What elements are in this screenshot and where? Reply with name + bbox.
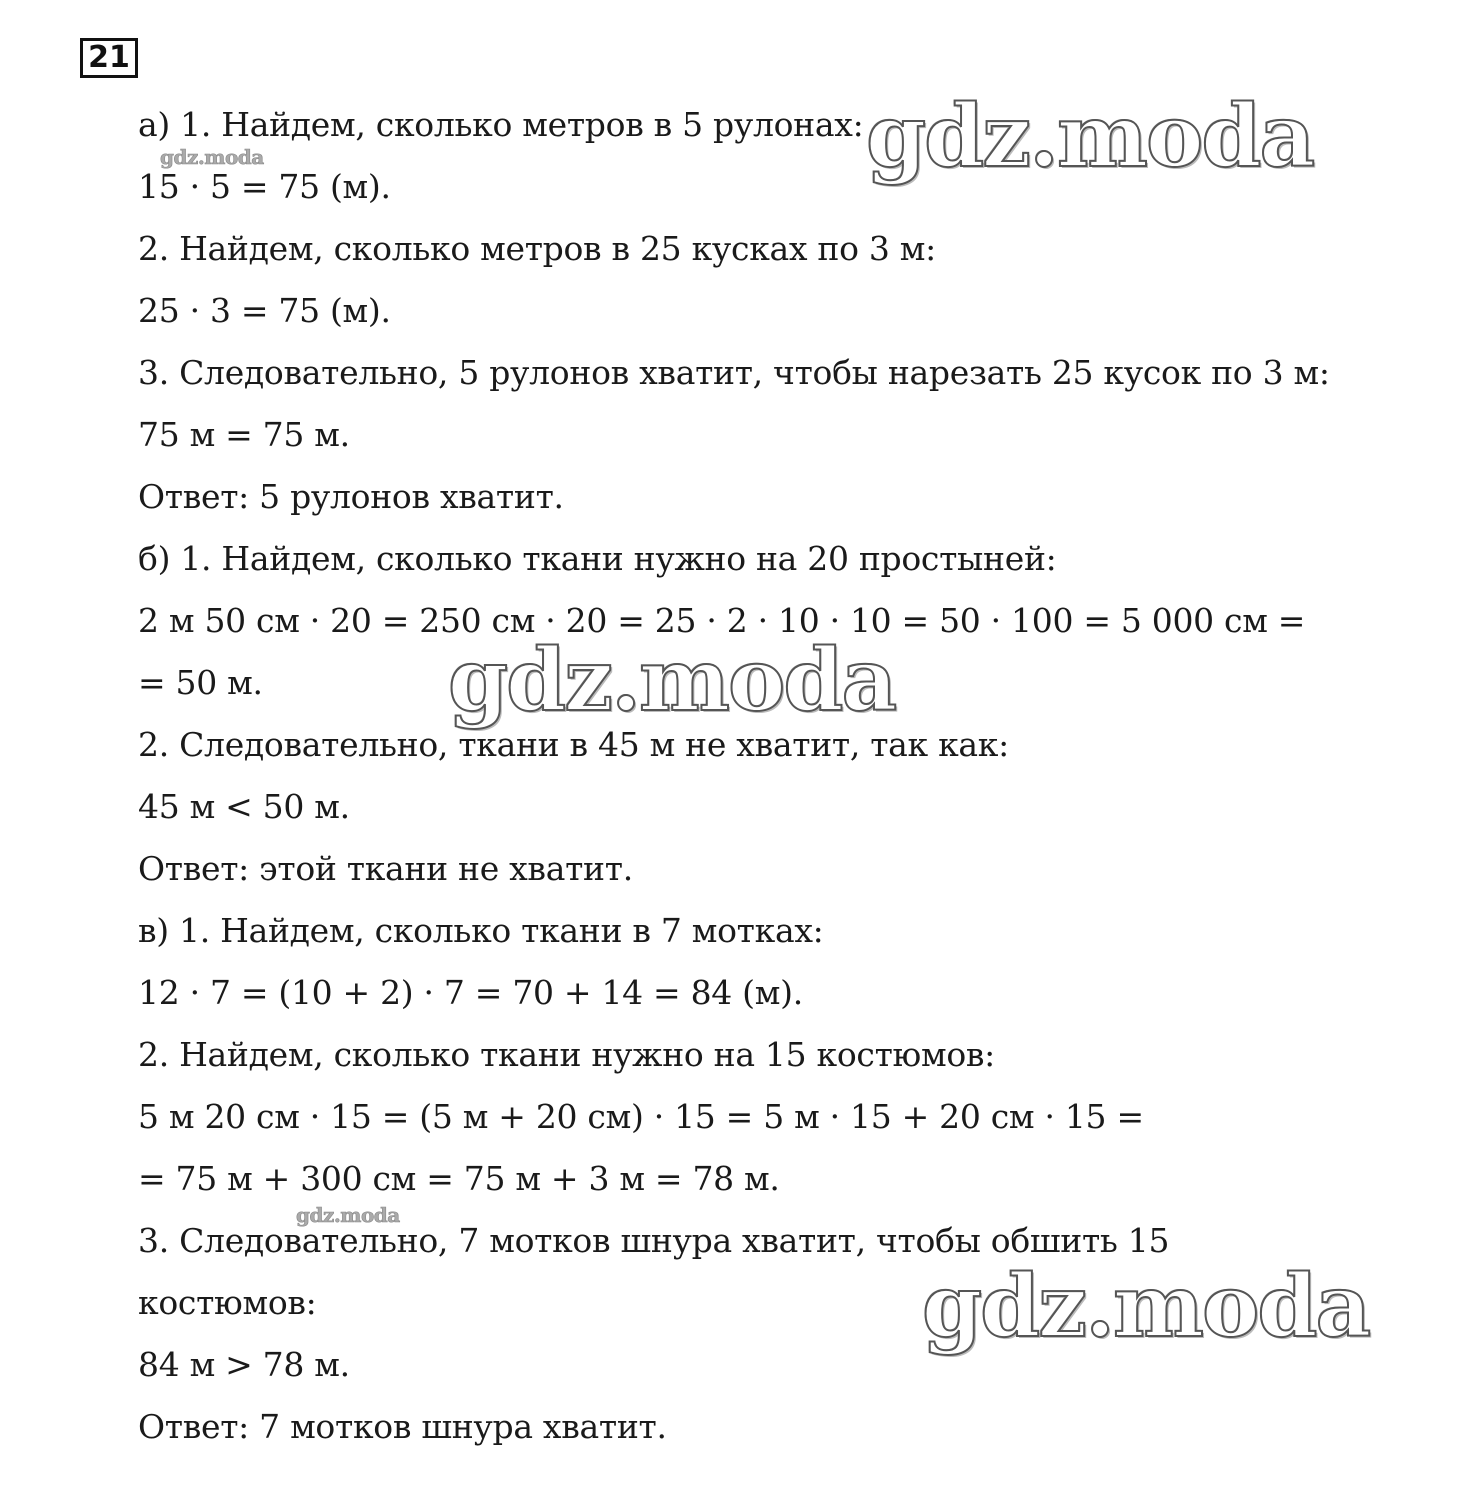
task-number-badge: 21 <box>80 38 138 78</box>
solution-line: в) 1. Найдем, сколько ткани в 7 мотках: <box>138 911 824 950</box>
solution-line: 12 · 7 = (10 + 2) · 7 = 70 + 14 = 84 (м). <box>138 973 803 1012</box>
solution-line: = 75 м + 300 см = 75 м + 3 м = 78 м. <box>138 1159 780 1198</box>
watermark-small: gdz.moda <box>296 1203 400 1227</box>
solution-line: 2. Следовательно, ткани в 45 м не хватит, так как: <box>138 725 1009 764</box>
watermark-large: gdz.moda <box>922 1256 1370 1357</box>
solution-line: 2. Найдем, сколько ткани нужно на 15 костюмов: <box>138 1035 995 1074</box>
solution-line: 3. Следовательно, 7 мотков шнура хватит, чтобы обшить 15 <box>138 1221 1170 1260</box>
answer-line: Ответ: 5 рулонов хватит. <box>138 477 564 516</box>
solution-line: 2. Найдем, сколько метров в 25 кусках по 3 м: <box>138 229 936 268</box>
solution-line: 25 · 3 = 75 (м). <box>138 291 391 330</box>
watermark-large: gdz.moda <box>448 630 896 731</box>
solution-line: а) 1. Найдем, сколько метров в 5 рулонах: <box>138 105 864 144</box>
watermark-large: gdz.moda <box>866 86 1314 187</box>
answer-line: Ответ: 7 мотков шнура хватит. <box>138 1407 667 1446</box>
solution-line: 84 м > 78 м. <box>138 1345 350 1384</box>
solution-line: = 50 м. <box>138 663 263 702</box>
solution-line: 2 м 50 см · 20 = 250 см · 20 = 25 · 2 · 10 · 10 = 50 · 100 = 5 000 см = <box>138 601 1306 640</box>
solution-line: 75 м = 75 м. <box>138 415 350 454</box>
watermark-small: gdz.moda <box>160 145 264 169</box>
solution-line: 45 м < 50 м. <box>138 787 350 826</box>
solution-line: б) 1. Найдем, сколько ткани нужно на 20 простыней: <box>138 539 1057 578</box>
solution-line: 5 м 20 см · 15 = (5 м + 20 см) · 15 = 5 м · 15 + 20 см · 15 = <box>138 1097 1144 1136</box>
solution-line: 3. Следовательно, 5 рулонов хватит, чтобы нарезать 25 кусок по 3 м: <box>138 353 1330 392</box>
solution-line: 15 · 5 = 75 (м). <box>138 167 391 206</box>
answer-line: Ответ: этой ткани не хватит. <box>138 849 633 888</box>
solution-line: костюмов: <box>138 1283 317 1322</box>
